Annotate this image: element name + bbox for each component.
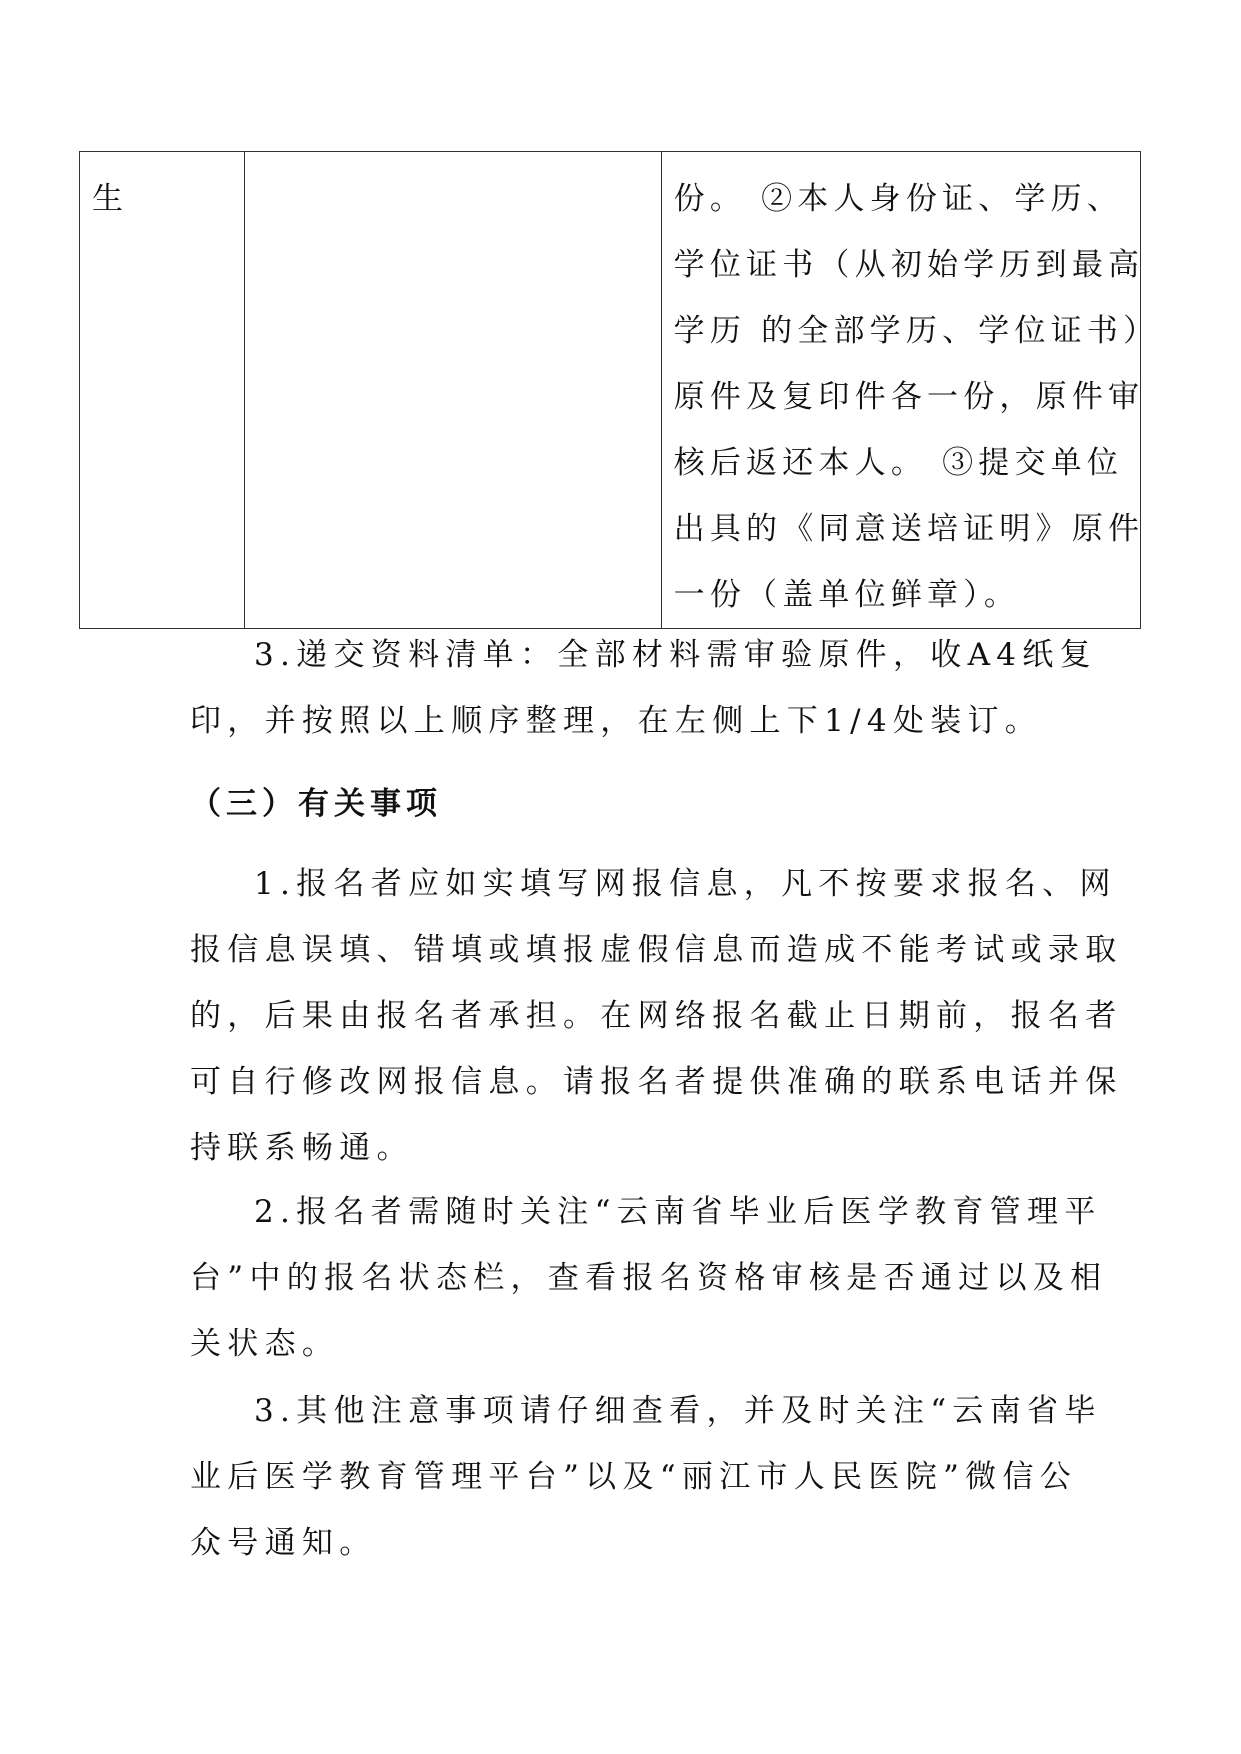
notice-item-2 xyxy=(190,1179,1108,1377)
paragraph-line: 的，后果由报名者承担。在网络报名截止日期前，报名者 xyxy=(190,998,1123,1034)
submission-list-paragraph xyxy=(190,622,1097,754)
table-row xyxy=(80,152,1141,629)
cell-line: 核后返还本人。 ③提交单位 xyxy=(673,445,1124,481)
cell-line: 学历 的全部学历、学位证书） xyxy=(673,313,1160,349)
notice-item-1 xyxy=(190,851,1123,1181)
paragraph-line: 关状态。 xyxy=(190,1326,340,1362)
table-cell-materials xyxy=(661,152,1160,629)
cell-line: 一份（盖单位鲜章）。 xyxy=(673,577,1021,613)
paragraph-line: 1.报名者应如实填写网报信息，凡不按要求报名、网 xyxy=(254,866,1117,902)
paragraph-line: 台”中的报名状态栏，查看报名资格审核是否通过以及相 xyxy=(190,1260,1108,1296)
paragraph-line: 报信息误填、错填或填报虚假信息而造成不能考试或录取 xyxy=(190,932,1123,968)
cell-line: 份。 ②本人身份证、学历、 xyxy=(673,181,1124,217)
table-cell-category xyxy=(80,152,245,629)
paragraph-line: 3.递交资料清单：全部材料需审验原件，收A4纸复 xyxy=(254,637,1097,673)
notice-item-3 xyxy=(190,1378,1102,1576)
cell-line: 原件及复印件各一份，原件审 xyxy=(673,379,1145,415)
cell-line: 学位证书（从初始学历到最高 xyxy=(673,247,1145,283)
paragraph-line: 众号通知。 xyxy=(190,1525,377,1561)
paragraph-line: 印，并按照以上顺序整理，在左侧上下1/4处装订。 xyxy=(190,703,1043,739)
paragraph-line: 持联系畅通。 xyxy=(190,1130,414,1166)
paragraph-line: 3.其他注意事项请仔细查看，并及时关注“云南省毕 xyxy=(254,1393,1102,1429)
paragraph-line: 业后医学教育管理平台”以及“丽江市人民医院”微信公 xyxy=(190,1459,1078,1495)
cell-text xyxy=(673,166,1160,628)
requirements-table xyxy=(79,151,1160,629)
paragraph-line: 2.报名者需随时关注“云南省毕业后医学教育管理平 xyxy=(254,1194,1102,1230)
cell-line: 出具的《同意送培证明》原件 xyxy=(673,511,1145,547)
table-cell-conditions xyxy=(245,152,661,629)
section-heading: （三）有关事项 xyxy=(190,786,442,822)
paragraph-line: 可自行修改网报信息。请报名者提供准确的联系电话并保 xyxy=(190,1064,1123,1100)
cell-text: 生 xyxy=(92,181,129,217)
